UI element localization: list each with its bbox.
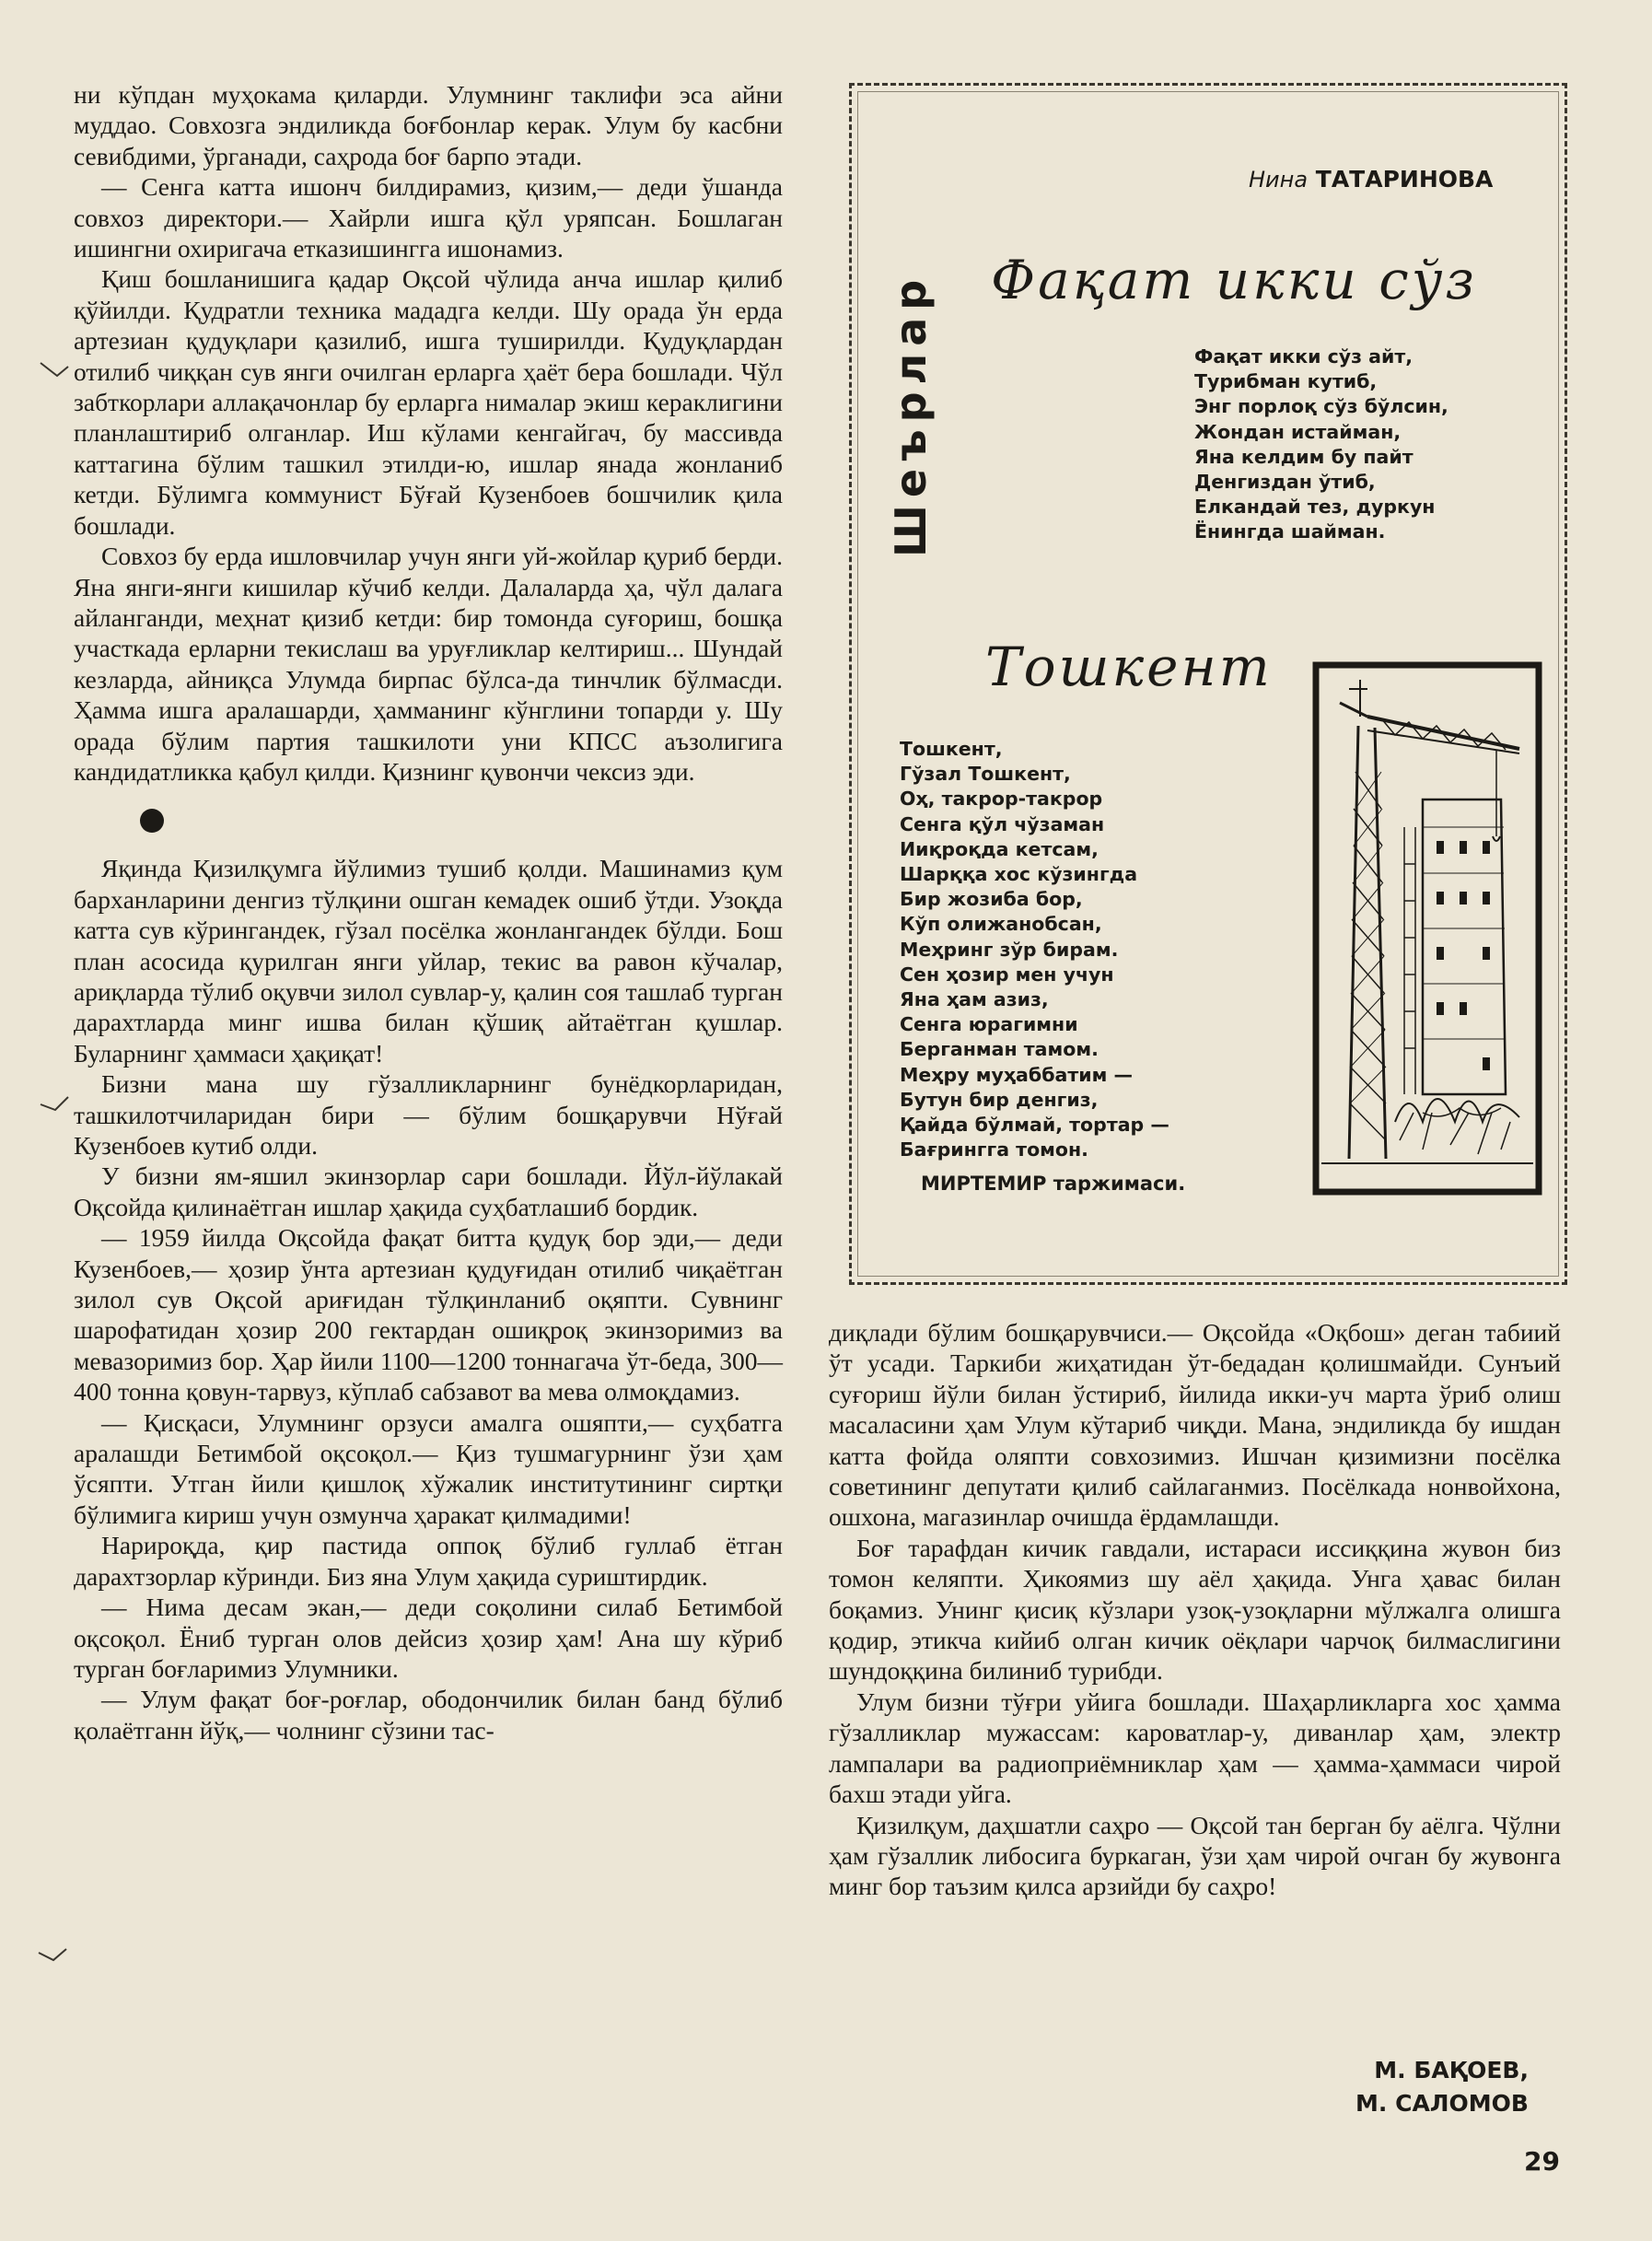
section-label: Шеърлар bbox=[886, 272, 936, 557]
margin-mark-icon bbox=[37, 359, 74, 387]
poem-line: Шарққа хос кўзингда bbox=[900, 863, 1138, 886]
poem-line: Елкандай тез, дуркун bbox=[1194, 496, 1436, 519]
poem-line: Гўзал Тошкент, bbox=[900, 763, 1071, 786]
right-column bbox=[829, 1317, 1561, 1902]
margin-mark-icon bbox=[35, 1943, 72, 1971]
poem-lines bbox=[900, 737, 1169, 1162]
poem-line: Яна ҳам азиз, bbox=[900, 988, 1049, 1011]
article-signature bbox=[1317, 2054, 1529, 2120]
poem-line: Оҳ, такрор-такрор bbox=[900, 788, 1103, 811]
page-number: 29 bbox=[1524, 2146, 1560, 2177]
paragraph: — Қисқаси, Улумнинг орзуси амалга ошяпти,— суҳбатга аралашди Бетимбой оқсоқол.— Қиз тушмагурнинг ўзи ҳам ўсяпти. Утган йили қишлоқ хўжалик институтининг сиртқи бўлимига кириш учун озмунча ҳаракат қилмадими! bbox=[74, 1407, 783, 1529]
poem-author bbox=[1249, 166, 1493, 193]
paragraph: Боғ тарафдан кичик гавдали, истараси иссиққина жувон биз томон келяпти. Ҳикоямиз шу аёл ҳақида. Унга ҳавас билан боқамиз. Унинг қисиқ кўзлари узоқ-узоқларни мўлжалга олишга қодир, этикча кийиб олган кичик оёқлари чарчоқ билмаслигини шундоққина билиниб турибди. bbox=[829, 1533, 1561, 1686]
paragraph: У бизни ям-яшил экинзорлар сари бошлади. Йўл-йўлакай Оқсойда қилинаётган ишлар ҳақида суҳбатлашиб бордик. bbox=[74, 1161, 783, 1221]
poem-line: Сенга қўл чўзаман bbox=[900, 812, 1105, 835]
poem-line: Фақат икки сўз айт, bbox=[1194, 345, 1414, 368]
poem-line: Бир жозиба бор, bbox=[900, 888, 1083, 911]
paragraph: Нарироқда, қир пастида оппоқ бўлиб гуллаб ётган дарахтзорлар кўринди. Биз яна Улум ҳақида суриштирдик. bbox=[74, 1531, 783, 1591]
poem-line: Турибман кутиб, bbox=[1194, 370, 1378, 393]
signature-line: М. БАҚОЕВ, bbox=[1374, 2057, 1529, 2083]
paragraph: Улум бизни тўғри уйига бошлади. Шаҳарликларга хос ҳамма гўзалликлар мужассам: кароватлар-у, диванлар ҳам, электр лампалари ва радиоприёмниклар ҳам — ҳамма-ҳаммаси чирой бахш этади уйга. bbox=[829, 1687, 1561, 1809]
margin-mark-icon bbox=[37, 1091, 74, 1119]
paragraph: — Нима десам экан,— деди соқолини силаб Бетимбой оқсоқол. Ёниб турган олов дейсиз ҳозир ҳам! Ана шу кўриб турган боғларимиз Улумники. bbox=[74, 1593, 783, 1683]
paragraph: Совхоз бу ерда ишловчилар учун янги уй-жойлар қуриб берди. Яна янги-янги кишилар кўчиб келди. Далаларда ҳа, чўл далага айланганди, меҳнат қизиб кетди: бир томонда суғориш, бошқа участкада ерларни текислаш ва уруғликлар келтириш... Шундай кезларда, айниқса Улумда бирпас бўлса-да тинчлик бўлмасди. Ҳамма ишга аралашарди, ҳамманинг кўнглини топарди у. Шу орада бўлим партия ташкилоти уни КПСС аъзолигига кандидатликка қабул қилди. Қизнинг қувончи чексиз эди. bbox=[74, 542, 783, 786]
paragraph: Яқинда Қизилқумга йўлимиз тушиб қолди. Машинамиз қум бархaнларини денгиз тўлқини ошган кемадек ошиб ўтди. Узоқда катта сув кўрингандек, гўзал посёлка жонлангандек бўлди. Бош план асосида қурилган янги уйлар, текис ва равон кўчалар, ариқларда тўлиб оқувчи зилол сувлар-у, қалин соя ташлаб турган дарахтларда минг ишва билан қўшиқ айтаётган қушлар. Буларнинг ҳаммаси ҳақиқат! bbox=[74, 854, 783, 1068]
poem-line: Энг порлоқ сўз бўлсин, bbox=[1194, 395, 1448, 418]
paragraph: — Сенга катта ишонч билдирамиз, қизим,— деди ўшанда совхоз директори.— Хайрли ишга қўл уряпсан. Бошлаган ишингни охиригача етказишингга ишонамиз. bbox=[74, 172, 783, 263]
poem-line: Жондан истайман, bbox=[1194, 420, 1402, 443]
poem-line: Кўп олижанобсан, bbox=[900, 913, 1102, 936]
poem-line: Тошкент, bbox=[900, 738, 1003, 760]
signature-line: М. САЛОМОВ bbox=[1355, 2090, 1529, 2117]
translator-credit: МИРТЕМИР таржимаси. bbox=[921, 1173, 1186, 1195]
poem-line: Сен ҳозир мен учун bbox=[900, 963, 1114, 986]
tashkent-crane-illustration bbox=[1312, 661, 1542, 1196]
poem-lines bbox=[1194, 344, 1448, 545]
poem-line: Қайда бўлмай, тортар — bbox=[900, 1114, 1169, 1137]
poem-line: Меҳринг зўр бирам. bbox=[900, 938, 1119, 961]
poem-line: Ииқроқда кетсам, bbox=[900, 837, 1099, 860]
poem-line: Меҳру муҳаббатим — bbox=[900, 1063, 1133, 1086]
paragraph: — Улум фақат боғ-роғлар, ободончилик билан банд бўлиб қолаётганн йўқ,— чолнинг сўзини тас- bbox=[74, 1685, 783, 1745]
poem-line: Ёнингда шайман. bbox=[1194, 520, 1386, 543]
author-first-name: Нина bbox=[1249, 167, 1309, 193]
poem-line: Сенга юрагимни bbox=[900, 1013, 1078, 1036]
poem-line: Бутун бир денгиз, bbox=[900, 1088, 1099, 1111]
poem-line: Берганман тамом. bbox=[900, 1038, 1099, 1061]
paragraph: Қизилқум, даҳшатли саҳро — Оқсой тан берган бу аёлга. Чўлни ҳам гўзаллик либосига буркаган, ўзи ҳам чирой очган бу жувонга минг бор таъзим қилса арзийди бу саҳро! bbox=[829, 1810, 1561, 1901]
poem-line: Яна келдим бу пайт bbox=[1194, 445, 1414, 468]
section-separator-dot bbox=[140, 809, 164, 833]
left-column bbox=[74, 79, 783, 1745]
poem-line: Бағрингга томон. bbox=[900, 1138, 1088, 1161]
poem-line: Денгиздан ўтиб, bbox=[1194, 471, 1376, 494]
paragraph: Қиш бошланишига қадар Оқсой чўлида анча ишлар қилиб қўйилди. Қудратли техника мададга келди. Шу орада ўн ерда артезиан қудуқлари қазилиб, ишга туширилди. Қудуқлардан отилиб чиққан сув янги очилган ерларга ҳаёт бера бошлади. Чўл забткорлари аллақачонлар бу ерларга нималар экиш кераклигини планлаштириб олганлар. Иш кўлами кенгайгач, бу массивда каттагина бўлим ташкил этилди-ю, ишлар янада жонланиб кетди. Бўлимга коммунист Бўғай Кузенбоев бошчилик қила бошлади. bbox=[74, 264, 783, 540]
paragraph: Бизни мана шу гўзалликларнинг бунёдкорларидан, ташкилотчиларидан бири — бўлим бошқарувчи Нўғай Кузенбоев кутиб олди. bbox=[74, 1069, 783, 1160]
author-last-name: ТАТАРИНОВА bbox=[1315, 166, 1494, 193]
paragraph: диқлади бўлим бошқарувчиси.— Оқсойда «Оқбош» деган табиий ўт усади. Таркиби жиҳатидан ўт-бедадан қолишмайди. Сунъий суғориш йўли билан ўстириб, йилида икки-уч марта ўриб олиш масаласини ҳам Улум кўтариб чиқди. Мана, эндиликда бу ишдан катта фойда оляпти совхозимиз. Ишчан қизимизни посёлка советининг депутати қилиб сайлаганмиз. Посёлкада нонвойхона, ошхона, магазинлар очишда ёрдамлашди. bbox=[829, 1318, 1561, 1532]
poem-title: Тошкент bbox=[985, 636, 1273, 698]
poem-title: Фақат икки сўз bbox=[991, 249, 1477, 311]
paragraph: ни кўпдан муҳокама қиларди. Улумнинг таклифи эса айни муддао. Совхозга эндиликда боғбонлар керак. Улум бу касбни севибдими, ўрганади, саҳрода боғ барпо этади. bbox=[74, 80, 783, 170]
paragraph: — 1959 йилда Оқсойда фақат битта қудуқ бор эди,— деди Кузенбоев,— ҳозир ўнта артезиан қудуғидан отилиб чиқаётган зилол сув Оқсой ариғидан тўлқинланиб оқяпти. Сувнинг шарофатидан ҳозир 200 гектардан ошиқроқ экинзоримиз ва мевазоримиз бор. Ҳар йили 1100—1200 тоннагача ўт-беда, 300—400 тонна қовун-тарвуз, кўплаб сабзавот ва мева олмоқдамиз. bbox=[74, 1223, 783, 1406]
